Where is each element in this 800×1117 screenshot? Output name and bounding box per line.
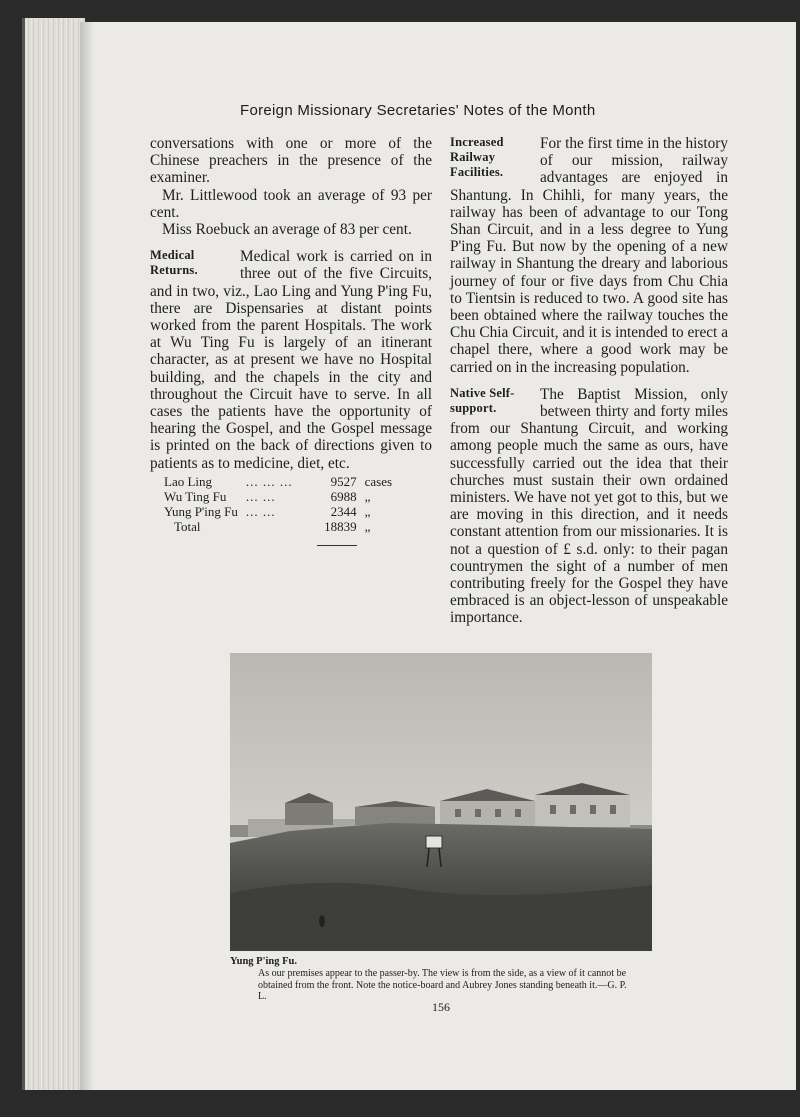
medical-returns-sidehead: Medical Returns. xyxy=(150,248,198,278)
running-head: Foreign Missionary Secretaries' Notes of the Month xyxy=(240,102,596,119)
medical-returns-paragraph: Medical work is carried on in three out of the five Circuits, and in two, viz., Lao Ling and Yung P'ing Fu, there are Dispensaries at distant points worked from the parent Hospitals. The work at Wu Ting Fu is largely of an itinerant character, as at present we have no Hospital building, and the chapels in the city and throughout the Circuit have to serve. In all cases the patients have the opportunity of hearing the Gospel, and the Gospel message is printed on the back of directions given to patients as to medicine, diet, etc. xyxy=(150,248,432,472)
railway-facilities-paragraph: For the first time in the history of our mission, railway advantages are enjoyed in Shantung. In Chihli, for many years, the railway has been of advantage to our Tong Shan Circuit, and in a less degree to Yung P'ing Fu. But now by the opening of a new railway in Shantung the dreary and laborious journey of four or five days from Chu Chia to Tientsin is reduced to two. A good site has been obtained where the railway touches the Chu Chia Circuit, and it is intended to erect a chapel there, where a good work may be carried on in the increasing population. xyxy=(450,135,728,376)
photo-caption-text: As our premises appear to the passer-by. The view is from the side, as a view of it cannot be obtained from the front. Note the notice-board and Aubrey Jones standing beneath it.—G. P. L. xyxy=(258,968,627,1002)
left-column xyxy=(150,135,432,549)
littlewood-paragraph: Mr. Littlewood took an average of 93 per cent. xyxy=(150,186,432,221)
examination-paragraph: conversations with one or more of the Chinese preachers in the presence of the examiner. xyxy=(150,135,432,187)
table-row: Lao Ling ... ... ... 9527 cases xyxy=(164,473,393,489)
medical-statistics-table xyxy=(160,474,396,549)
total-row: Total 18839 „ xyxy=(174,518,371,534)
book-page xyxy=(80,22,796,1090)
mission-premises-photo xyxy=(230,653,652,951)
photo-caption-title: Yung P'ing Fu. xyxy=(230,956,298,967)
total-rule xyxy=(317,545,357,546)
right-column xyxy=(450,135,728,627)
spine-shadow xyxy=(80,22,94,1090)
railway-facilities-sidehead: Increased Railway Facilities. xyxy=(450,135,504,179)
table-row: Yung P'ing Fu ... ... 2344 „ xyxy=(164,503,371,519)
photo-illustration xyxy=(230,653,652,951)
book-page-edges xyxy=(22,18,85,1090)
native-self-support-paragraph: The Baptist Mission, only between thirty and forty miles from our Shantung Circuit, and working among people much the same as ours, have successfully carried out the idea that their churches must sustain their own ordained ministers. We have not yet got to this, but we are moving in this direction, and it needs constant attention from our missionaries. It is not a question of £ s.d. only: to their pagan countrymen the sight of a number of men contributing freely for the Gospel they have embraced is an object-lesson of unspeakable importance. xyxy=(450,385,728,627)
native-self-support-sidehead: Native Self- support. xyxy=(450,385,515,415)
roebuck-paragraph: Miss Roebuck an average of 83 per cent. xyxy=(162,221,412,239)
table-row: Wu Ting Fu ... ... 6988 „ xyxy=(164,488,371,504)
page-number: 156 xyxy=(432,1000,450,1014)
